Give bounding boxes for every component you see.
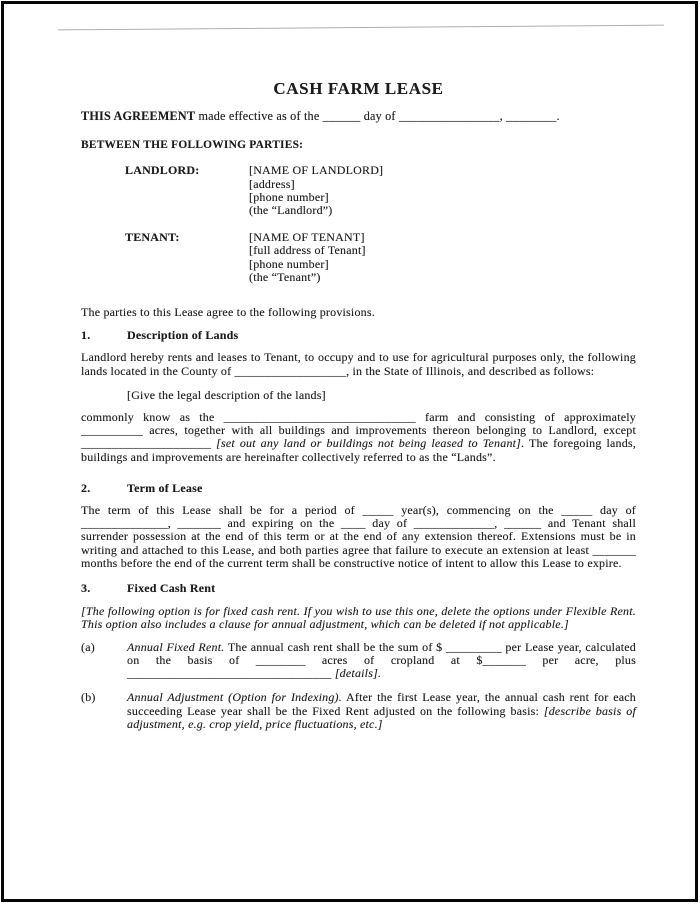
landlord-defined-term: (the “Landlord”) [249,203,333,218]
section-3-heading [81,582,636,595]
tenant-name-placeholder: [NAME OF TENANT] [249,230,365,245]
agreement-effective-line [81,110,636,123]
clause-b-lead-italic: Annual Adjustment (Option for Indexing). [127,690,342,705]
tenant-phone-placeholder: [phone number] [249,256,329,271]
clause-b-tail-italic: [describe basis of adjustment, e.g. crop yield, price fluctuations, etc.] [127,703,636,731]
clause-a-marker: (a) [81,639,95,654]
section-1-heading [81,329,636,342]
section-3-title: Fixed Cash Rent [127,581,216,596]
section-1-paragraph-2-italic-note: [set out any land or buildings not being leased to Tenant] [216,436,522,451]
clause-b-body [127,691,636,731]
agreement-bold-lead: THIS AGREEMENT [81,109,196,123]
section-1-paragraph-2-tail: . The foregoing lands, buildings and improvements are hereinafter collectively referred to as the “Lands”. [81,436,636,464]
clause-b-text: After the first Lease year, the annual cash rent for each succeeding Lease year shall be the Fixed Rent adjusted on the following basis: [127,690,636,718]
tenant-address-placeholder: [full address of Tenant] [249,243,366,258]
landlord-address-placeholder: [address] [249,176,295,191]
clause-a-body [127,641,636,681]
tenant-block [81,231,636,284]
clause-a-text: The annual cash rent shall be the sum of $ _________ per Lease year, calculated on the basis of ________ acres of cropland at $_______ per acre, plus _________________________________ [127,639,637,681]
section-2-heading [81,482,636,495]
section-3-number: 3. [81,581,91,596]
section-3-italic-note: [The following option is for fixed cash rent. If you wish to use this one, delete the options under Flexible Rent. This option also includes a clause for annual adjustment, which can be deleted if not applicable.] [81,604,636,632]
between-parties-heading: BETWEEN THE FOLLOWING PARTIES: [81,139,304,152]
section-2-paragraph: The term of this Lease shall be for a period of _____ year(s), commencing on the _____ day of ______________, _______ and expiring on the ____ day of _____________, ______ and Tenant shall surrender possession at the end of this term or at the end of any extension thereof. Extensions must be in writing and attached to this Lease, and both parties agree that failure to execute an extension at least _______ months before the end of the current term shall be constructive notice of intent to allow this Lease to expire. [81,503,636,570]
section-1-paragraph-2 [81,411,636,464]
landlord-block [81,164,636,217]
tenant-details [249,231,366,284]
landlord-label: LANDLORD: [125,163,200,178]
clause-a-lead-italic: Annual Fixed Rent. [127,639,225,654]
tenant-defined-term: (the “Tenant”) [249,269,321,284]
legal-description-placeholder: [Give the legal description of the lands] [127,387,326,402]
section-1-number: 1. [81,328,91,343]
clause-b [81,691,636,731]
tenant-label: TENANT: [125,230,180,245]
document-title: CASH FARM LEASE [273,79,444,98]
section-2-title: Term of Lease [127,480,203,495]
landlord-name-placeholder: [NAME OF LANDLORD] [249,163,384,178]
section-1-paragraph-1: Landlord hereby rents and leases to Tenant, to occupy and to use for agricultural purposes only, the following lands located in the County of __________________, in the State of Illinois, and described as follows: [81,350,636,378]
section-2-number: 2. [81,480,91,495]
landlord-details [249,164,383,217]
section-1-paragraph-2-text: commonly know as the _______________________________ farm and consisting of approximately __________ acres, together with all buildings and improvements thereon belonging to Landlord, except _____________________ [81,410,636,451]
clause-b-marker: (b) [81,690,96,705]
agreement-rest: made effective as of the ______ day of ________________, ________. [195,109,560,123]
clause-a-tail-italic: [details]. [334,666,382,681]
landlord-phone-placeholder: [phone number] [249,189,329,204]
document-content [81,0,636,731]
clause-a [81,641,636,681]
provisions-intro: The parties to this Lease agree to the following provisions. [81,305,375,320]
section-1-title: Description of Lands [127,328,239,343]
